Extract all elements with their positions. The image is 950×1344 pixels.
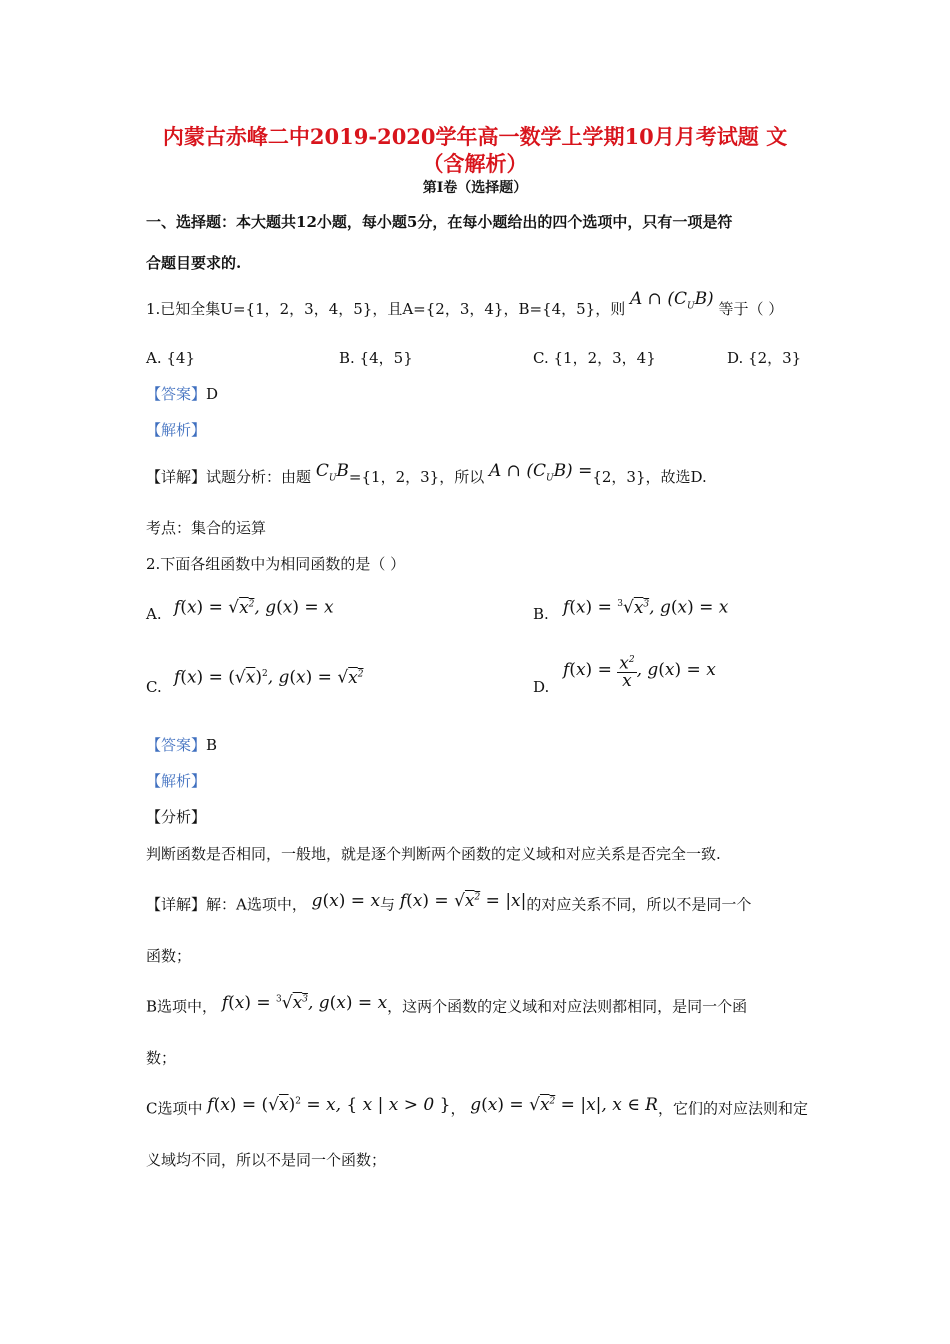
q2-detail-a-cont: 函数； (146, 947, 192, 965)
q1-answer-tag: 【答案】 (146, 385, 207, 403)
q2-answer-line (146, 735, 217, 755)
q2-answer-value: B (206, 736, 218, 754)
q1-detail-prefix: 试题分析：由题 (206, 468, 312, 486)
q1-detail-expression1: $C_UB$ (315, 461, 349, 484)
q1-answer-value: D (206, 385, 219, 403)
q2-detail-c-prefix: C选项中 (146, 1099, 203, 1118)
q1-detail-line (146, 461, 707, 494)
q2-option-a-label: A. (146, 605, 162, 623)
q2-detail-b-formula: $f(x) = ^3√x^3$, g(x) = x (221, 992, 388, 1013)
q2-detail-b-prefix: B选项中， (146, 997, 218, 1016)
q2-detail-b-cont: 数； (146, 1049, 177, 1067)
q2-answer-tag: 【答案】 (146, 736, 207, 754)
q1-stem-prefix: 1.已知全集U={1，2，3，4，5}，且A={2，3，4}，B={4，5}，则 (146, 300, 626, 318)
q2-detail-a (146, 891, 751, 915)
q2-detail-a-prefix: 解：A选项中， (206, 895, 307, 914)
q2-option-b-formula: $f(x) = ^3√x^3$, g(x) = x (563, 597, 729, 618)
q2-detail-a-formula2: $f(x) = √x^2 = |x|$ (399, 890, 527, 911)
q2-detail-a-formula1: g(x) = x (311, 890, 381, 911)
q2-analysis-tag: 【解析】 (146, 772, 207, 790)
document-title-line1: 内蒙古赤峰二中2019-2020学年高一数学上学期10月月考试题 文 (162, 124, 788, 149)
q1-set-expression: A ∩ $(C_UB)$ (630, 289, 714, 312)
q1-analysis-tag: 【解析】 (146, 421, 207, 439)
q1-stem-suffix: 等于（ ） (718, 300, 784, 318)
q1-detail-end: {2，3}，故选D. (592, 468, 707, 486)
q1-detail-mid: ={1，2，3}，所以 (348, 468, 485, 486)
q2-detail-c: C选项中 $f(x) = (√x)^2 = x$, { x | x > 0 }， $g(x) = √x^2 = |x|$, x ∈ R，它们的对应法则和定 (146, 1094, 808, 1118)
q2-detail-a-suffix: 的对应关系不同，所以不是同一个 (526, 895, 752, 914)
q1-answer-line (146, 384, 218, 404)
section-heading: 第I卷（选择题） (422, 180, 528, 196)
q1-point: 考点：集合的运算 (146, 519, 267, 537)
q2-detail-b-suffix: ，这两个函数的定义域和对应法则都相同，是同一个函 (387, 997, 748, 1016)
instructions-line1: 一、选择题：本大题共12小题，每小题5分，在每小题给出的四个选项中，只有一项是符 (146, 213, 733, 231)
q2-option-d-label: D. (533, 678, 550, 696)
q2-fenxi-tag: 【分析】 (146, 808, 207, 826)
q1-option-b: B. {4，5} (339, 349, 413, 367)
q2-detail-tag: 【详解】 (146, 895, 207, 914)
q1-option-a: A. {4} (146, 349, 195, 367)
q2-detail-c-formula2: $g(x) = √x^2 = |x|$, x ∈ R (470, 1094, 658, 1115)
q2-detail-a-mid: 与 (380, 895, 396, 914)
q2-fenxi-text: 判断函数是否相同，一般地，就是逐个判断两个函数的定义域和对应关系是否完全一致. (146, 845, 721, 863)
q2-option-b-label: B. (533, 605, 549, 623)
q2-option-a-formula: $f(x) = √x^2$, g(x) = x (174, 597, 334, 618)
q1-option-d: D. {2，3} (727, 349, 802, 367)
q2-option-c-formula: $f(x) = (√x)^2$, $g(x) = √x^2$ (174, 667, 364, 688)
q2-detail-c-cont: 义域均不同，所以不是同一个函数； (146, 1151, 387, 1169)
document-title-line2: （含解析） (422, 151, 528, 176)
q1-stem (146, 289, 784, 326)
q1-option-c: C. {1，2，3，4} (533, 349, 656, 367)
q2-stem: 2.下面各组函数中为相同函数的是（ ） (146, 555, 406, 573)
q2-option-c-label: C. (146, 678, 162, 696)
q2-detail-b (146, 993, 747, 1017)
q2-detail-c-suffix: ，它们的对应法则和定 (657, 1099, 808, 1118)
q2-option-d-formula: f(x) = $\frac{x^2}{x}$ , g(x) = x (563, 653, 716, 691)
q1-detail-tag: 【详解】 (146, 468, 207, 486)
q1-detail-expression2: A ∩ $(C_UB)$ = (489, 461, 593, 484)
q2-detail-c-formula1: $f(x) = (√x)^2 = x$, { x | x > 0 } (207, 1094, 451, 1115)
instructions-line2: 合题目要求的. (146, 254, 242, 272)
